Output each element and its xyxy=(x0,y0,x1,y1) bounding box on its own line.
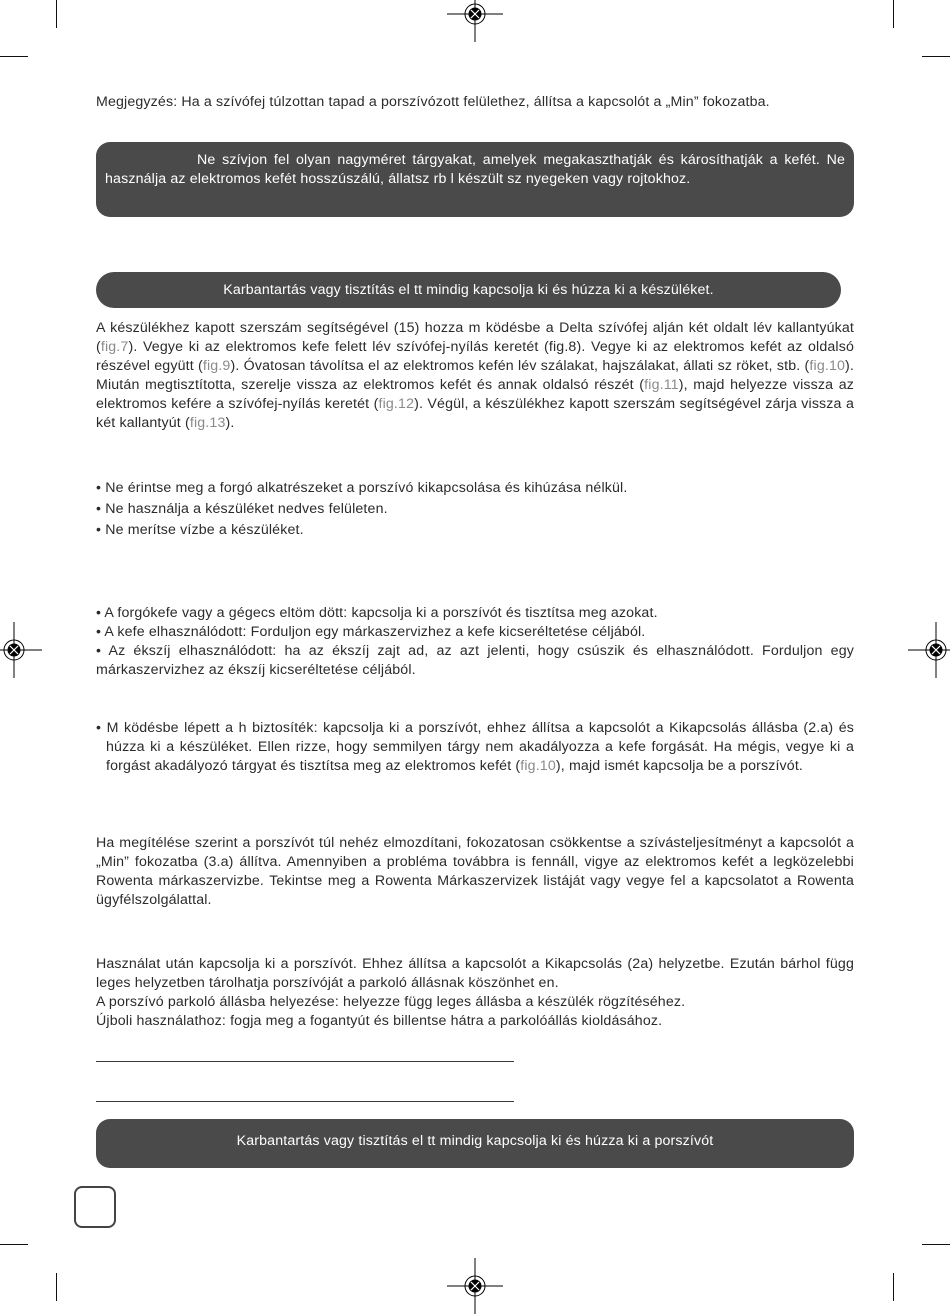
crop-mark-icon xyxy=(893,0,894,28)
fig-reference: fig.10 xyxy=(520,758,556,774)
fig-reference: fig.10 xyxy=(809,358,846,374)
safety-bullet: • Ne érintse meg a forgó alkatrészeket a porszívó kikapcsolása és kihúzása nélkül. xyxy=(96,480,628,496)
page-number-box xyxy=(74,1186,116,1228)
maintenance-banner xyxy=(96,272,841,308)
warning-box xyxy=(96,142,854,217)
warning-text: Ne szívjon fel olyan nagyméret tárgyakat, amelyek megakaszthatják és károsíthatják a kefét. Ne használja az elektromos kefét hosszúszálú, állatsz rb l készült sz nyegeken vagy rojtokhoz. xyxy=(105,152,845,187)
bottom-banner-text: Karbantartás vagy tisztítás el tt mindig kapcsolja ki és húzza ki a porszívót xyxy=(236,1133,714,1149)
divider xyxy=(96,1101,514,1102)
trouble-bullet-list xyxy=(96,604,854,680)
registration-mark-icon xyxy=(908,622,950,678)
cleaning-text: ). xyxy=(225,415,235,431)
fig-reference: fig.12 xyxy=(378,396,415,412)
crop-mark-icon xyxy=(56,1273,57,1301)
crop-mark-icon xyxy=(0,1244,28,1245)
fuse-text: ), majd ismét kapcsolja be a porszívót. xyxy=(555,758,804,774)
cleaning-text: ). Miután megtisztította, szerelje vissza az elektromos kefét és annak oldalsó részét ( xyxy=(96,358,854,393)
fig-reference: fig.7 xyxy=(100,339,129,355)
cleaning-text: ). Óvatosan távolítsa el az elektromos kefén lév szálakat, hajszálakat, állati sz röket, stb. ( xyxy=(230,358,810,374)
cleaning-text: ). Vegye ki az elektromos kefe felett lév szívófej-nyílás keretét (fig.8). Vegye ki az elektromos kefét az oldalsó részével együtt ( xyxy=(96,339,854,374)
registration-mark-icon xyxy=(0,622,42,678)
divider xyxy=(96,1061,514,1062)
bottom-banner xyxy=(96,1119,854,1168)
note-text: Megjegyzés: Ha a szívófej túlzottan tapad a porszívózott felülethez, állítsa a kapcsolót a „Min” fokozatba. xyxy=(96,94,770,110)
trouble-bullet: • A kefe elhasználódott: Forduljon egy márkaszervizhez a kefe kicseréltetése céljából. xyxy=(96,624,646,640)
maintenance-banner-text: Karbantartás vagy tisztítás el tt mindig kapcsolja ki és húzza ki a készüléket. xyxy=(223,282,714,298)
storage-paragraph xyxy=(96,955,854,1031)
safety-bullet: • Ne merítse vízbe a készüléket. xyxy=(96,522,304,538)
fig-reference: fig.13 xyxy=(189,415,226,431)
fig-reference: fig.11 xyxy=(644,377,679,393)
cleaning-text: ), majd helyezze vissza az elektromos kefére a szívófej-nyílás keretét ( xyxy=(96,377,855,412)
crop-mark-icon xyxy=(893,1273,894,1301)
storage-line: Használat után kapcsolja ki a porszívót. Ehhez állítsa a kapcsolót a Kikapcsolás (2a) helyzetbe. Ezután bárhol függ leges helyzetben tárolhatja porszívóját a parkoló állásnak köszönhet en. xyxy=(96,956,854,991)
registration-mark-icon xyxy=(447,0,503,42)
cleaning-paragraph xyxy=(96,319,854,433)
crop-mark-icon xyxy=(922,56,950,57)
trouble-bullet: • Az ékszíj elhasználódott: ha az ékszíj zajt ad, az azt jelenti, hogy csúszik és elhasználódott. Forduljon egy márkaszervizhez az ékszíj kicseréltetése céljából. xyxy=(96,643,854,678)
fig-reference: fig.9 xyxy=(202,358,231,374)
safety-bullet: • Ne használja a készüléket nedves felületen. xyxy=(96,501,388,517)
storage-line: A porszívó parkoló állásba helyezése: helyezze függ leges állásba a készülék rögzítéséhez. xyxy=(96,994,686,1010)
crop-mark-icon xyxy=(922,1244,950,1245)
safety-bullet-list xyxy=(96,478,854,541)
registration-mark-icon xyxy=(447,1258,503,1314)
crop-mark-icon xyxy=(56,0,57,28)
trouble-bullet: • A forgókefe vagy a gégecs eltöm dött: kapcsolja ki a porszívót és tisztítsa meg azokat. xyxy=(96,605,658,621)
fuse-bullet xyxy=(96,719,854,776)
fuse-text: • M ködésbe lépett a h biztosíték: kapcsolja ki a porszívót, ehhez állítsa a kapcsolót a Kikapcsolás állásba (2.a) és húzza ki a készüléket. Ellen rizze, hogy semmilyen tárgy nem akadályozza a kefe forgását. Ha mégis, vegye ki a forgást akadályozó tárgyat és tisztítsa meg az elektromos kefét ( xyxy=(96,720,854,774)
crop-mark-icon xyxy=(0,56,28,57)
cleaning-text: ). Végül, a készülékhez kapott szerszám segítségével zárja vissza a két kallantyút ( xyxy=(96,396,854,431)
cleaning-text: A készülékhez kapott szerszám segítségével (15) hozza m ködésbe a Delta szívófej alján két oldalt lév kallantyúkat ( xyxy=(96,320,854,355)
storage-line: Újboli használathoz: fogja meg a fogantyút és billentse hátra a parkolóállás kioldásához. xyxy=(96,1013,663,1029)
heavy-paragraph: Ha megítélése szerint a porszívót túl nehéz elmozdítani, fokozatosan csökkentse a szívásteljesítményt a kapcsolót a „Min” fokozatba (3.a) állítva. Amennyiben a probléma továbbra is fennáll, vigye az elektromos kefét a legközelebbi Rowenta márkaszervizbe. Tekintse meg a Rowenta Márkaszervizek listáját vagy vegye fel a kapcsolatot a Rowenta ügyfélszolgálattal. xyxy=(96,835,854,908)
